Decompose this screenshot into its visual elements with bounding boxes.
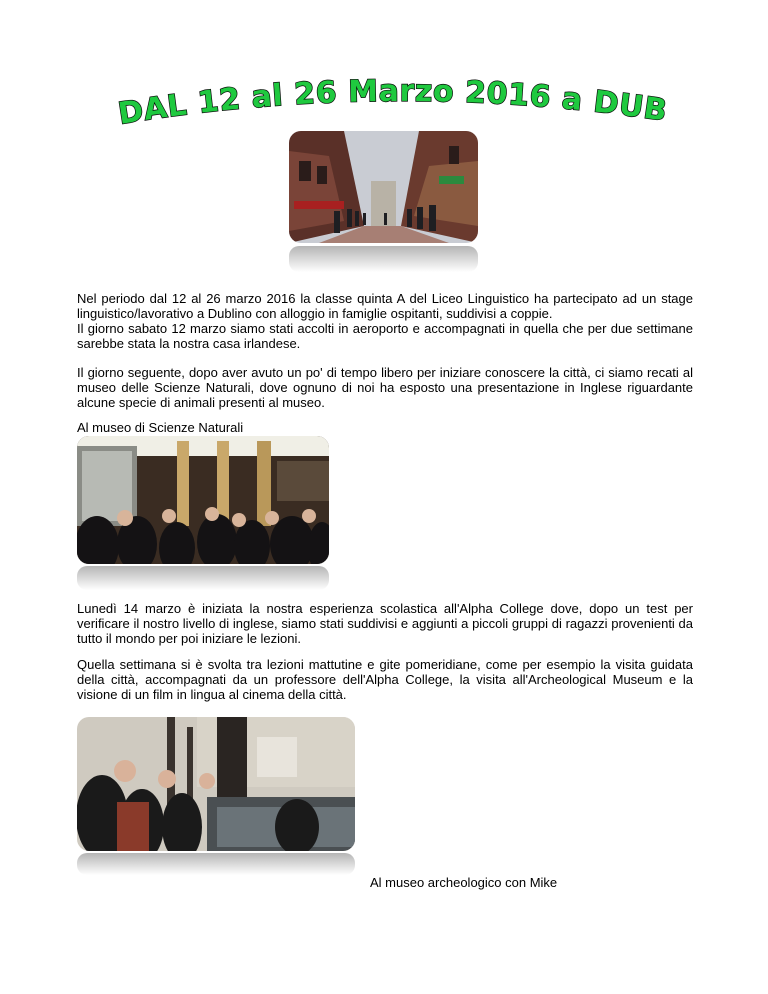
paragraph-alpha-college: Lunedì 14 marzo è iniziata la nostra esperienza scolastica all'Alpha College dove, dopo un test per verificare il nostro livello di inglese, siamo stati suddivisi e aggiunti a piccoli gruppi di ragazzi provenienti da tutto il mondo per poi iniziare le lezioni. [77, 601, 693, 646]
page-title [96, 45, 670, 132]
svg-text:DAL 12 al 26 Marzo 2016 a DUBL [97, 45, 670, 132]
archaeology-museum-photo-reflection [77, 853, 355, 875]
archaeology-museum-photo [77, 717, 355, 851]
dublin-street-photo [289, 131, 478, 243]
natural-history-museum-photo-reflection [77, 566, 329, 590]
paragraph-intro: Nel periodo dal 12 al 26 marzo 2016 la classe quinta A del Liceo Linguistico ha partecipato ad un stage linguistico/lavorativo a Dublino con alloggio in famiglie ospitanti, suddivisi a coppie. Il giorno sabato 12 marzo siamo stati accolti in aeroporto e accompagnati in quella che per due settimane sarebbe stata la nostra casa irlandese. [77, 291, 693, 351]
paragraph-week-activities: Quella settimana si è svolta tra lezioni mattutine e gite pomeridiane, come per esempio la visita guidata della città, accompagnati da un professore dell'Alpha College, la visita all'Archeological Museum e la visione di un film in lingua al cinema della città. [77, 657, 693, 702]
natural-history-museum-photo [77, 436, 329, 564]
dublin-street-photo-reflection [289, 246, 478, 272]
caption-natural-museum: Al museo di Scienze Naturali [77, 420, 244, 435]
caption-archaeology-museum: Al museo archeologico con Mike [370, 875, 558, 890]
paragraph-natural-museum: Il giorno seguente, dopo aver avuto un po' di tempo libero per iniziare conoscere la città, ci siamo recati al museo delle Scienze Naturali, dove ognuno di noi ha esposto una presentazione in Inglese riguardante alcune specie di animali presenti al museo. [77, 365, 693, 410]
page-title-text: DAL 12 al 26 Marzo 2016 a DUBLINO [96, 45, 670, 132]
